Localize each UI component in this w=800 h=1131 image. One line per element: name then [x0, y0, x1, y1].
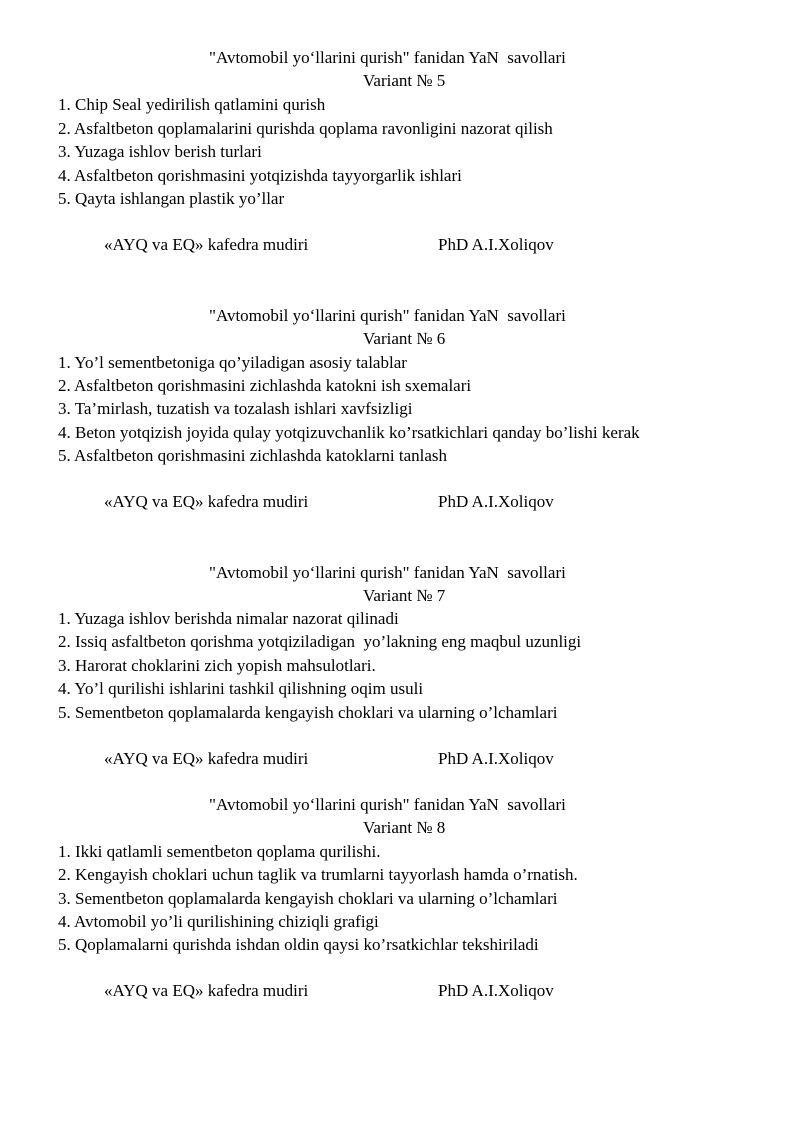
variant-number: Variant № 8 [363, 818, 446, 837]
question-item: 3. Harorat choklarini zich yopish mahsulotlari. [58, 656, 376, 675]
question-item: 5. Qoplamalarni qurishda ishdan oldin qaysi ko’rsatkichlar tekshiriladi [58, 935, 539, 954]
signature-position: «AYQ va EQ» kafedra mudiri [104, 981, 309, 1000]
signature-name: PhD A.I.Xoliqov [438, 235, 554, 254]
variant-title: "Avtomobil yo‘llarini qurish" fanidan YaN savollari [209, 795, 566, 814]
question-item: 4. Yo’l qurilishi ishlarini tashkil qilishning oqim usuli [58, 679, 424, 698]
variant-number: Variant № 6 [363, 329, 446, 348]
question-item: 4. Avtomobil yo’li qurilishining chiziqli grafigi [58, 912, 379, 931]
signature-position: «AYQ va EQ» kafedra mudiri [104, 492, 309, 511]
question-item: 1. Chip Seal yedirilish qatlamini qurish [58, 95, 326, 114]
question-item: 1. Yuzaga ishlov berishda nimalar nazorat qilinadi [58, 609, 399, 628]
question-item: 1. Ikki qatlamli sementbeton qoplama qurilishi. [58, 842, 381, 861]
question-item: 3. Ta’mirlash, tuzatish va tozalash ishlari xavfsizligi [58, 399, 413, 418]
question-item: 2. Asfaltbeton qorishmasini zichlashda katokni ish sxemalari [58, 376, 472, 395]
variant-number: Variant № 7 [363, 586, 446, 605]
variant-number: Variant № 5 [363, 71, 446, 90]
question-item: 5. Asfaltbeton qorishmasini zichlashda katoklarni tanlash [58, 446, 448, 465]
question-item: 4. Beton yotqizish joyida qulay yotqizuvchanlik ko’rsatkichlari qanday bo’lishi kerak [58, 423, 640, 442]
question-item: 2. Kengayish choklari uchun taglik va trumlarni tayyorlash hamda o’rnatish. [58, 865, 578, 884]
signature-name: PhD A.I.Xoliqov [438, 749, 554, 768]
variant-title: "Avtomobil yo‘llarini qurish" fanidan YaN savollari [209, 48, 566, 67]
question-item: 5. Sementbeton qoplamalarda kengayish choklari va ularning o’lchamlari [58, 703, 558, 722]
question-item: 3. Yuzaga ishlov berish turlari [58, 142, 262, 161]
variant-title: "Avtomobil yo‘llarini qurish" fanidan YaN savollari [209, 563, 566, 582]
signature-name: PhD A.I.Xoliqov [438, 981, 554, 1000]
question-item: 2. Asfaltbeton qoplamalarini qurishda qoplama ravonligini nazorat qilish [58, 119, 553, 138]
variant-title: "Avtomobil yo‘llarini qurish" fanidan YaN savollari [209, 306, 566, 325]
signature-name: PhD A.I.Xoliqov [438, 492, 554, 511]
question-item: 2. Issiq asfaltbeton qorishma yotqiziladigan yo’lakning eng maqbul uzunligi [58, 632, 582, 651]
question-item: 5. Qayta ishlangan plastik yo’llar [58, 189, 285, 208]
question-item: 4. Asfaltbeton qorishmasini yotqizishda tayyorgarlik ishlari [58, 166, 462, 185]
question-item: 1. Yo’l sementbetoniga qo’yiladigan asosiy talablar [58, 353, 407, 372]
signature-position: «AYQ va EQ» kafedra mudiri [104, 235, 309, 254]
question-item: 3. Sementbeton qoplamalarda kengayish choklari va ularning o’lchamlari [58, 889, 558, 908]
signature-position: «AYQ va EQ» kafedra mudiri [104, 749, 309, 768]
